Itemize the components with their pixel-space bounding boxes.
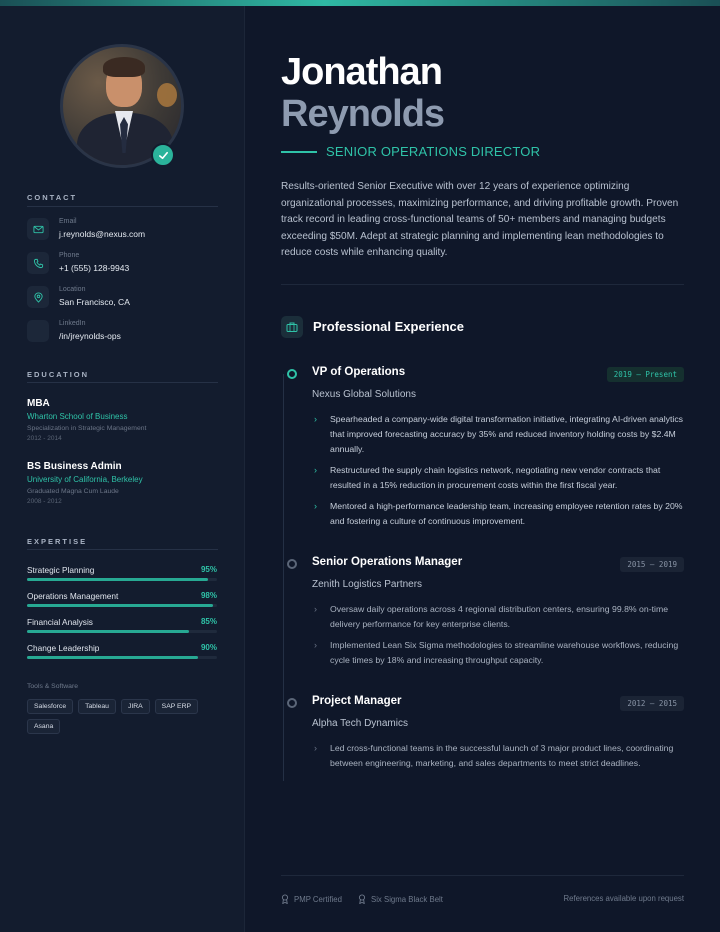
divider — [27, 206, 218, 207]
award-icon — [358, 894, 366, 904]
job-bullets — [312, 412, 684, 535]
tool-tag: Salesforce — [27, 699, 73, 714]
section-title-experience: Professional Experience — [313, 319, 465, 334]
tool-tags — [27, 699, 222, 734]
last-name: Reynolds — [281, 93, 445, 135]
chevron-right-icon: › — [314, 604, 317, 614]
chevron-right-icon: › — [314, 414, 317, 424]
skill-strategic-planning: Strategic Planning 95% — [27, 565, 217, 575]
phone-icon — [27, 252, 49, 274]
job-dates: 2019 – Present — [607, 367, 684, 382]
chevron-right-icon: › — [314, 500, 317, 511]
chevron-right-icon: › — [314, 640, 317, 651]
tools-label: Tools & Software — [27, 683, 78, 690]
cert-six-sigma: Six Sigma Black Belt — [358, 894, 443, 904]
degree: BS Business Admin — [27, 461, 122, 472]
school: University of California, Berkeley — [27, 475, 143, 484]
bullet-item: › Restructured the supply chain logistics network, negotiating new vendor contracts that resulted in a 15% reduction in procurement costs within the first fiscal year. — [314, 464, 661, 490]
first-name: Jonathan — [281, 51, 442, 93]
job-bullets — [312, 602, 684, 674]
timeline-dot — [287, 698, 297, 708]
contact-phone: Phone +1 (555) 128-9943 — [27, 252, 218, 276]
skill-operations-management: Operations Management 98% — [27, 591, 217, 601]
expertise-heading: EXPERTISE — [27, 537, 88, 546]
job-role-title: SENIOR OPERATIONS DIRECTOR — [326, 144, 541, 159]
award-icon — [281, 894, 289, 904]
bullet-item: › Oversaw daily operations across 4 regional distribution centers, ensuring 99.8% on-time delivery performance for key enterprise clients. — [314, 604, 669, 629]
footer — [281, 894, 684, 908]
mail-icon — [27, 218, 49, 240]
divider — [27, 382, 218, 383]
bullet-item: › Led cross-functional teams in the successful launch of 3 major product lines, coordinating between engineering, marketing, and sales departments to meet strict deadlines. — [314, 743, 674, 768]
school: Wharton School of Business — [27, 412, 128, 421]
degree-years: 2008 - 2012 — [27, 498, 62, 505]
job-title: VP of Operations — [312, 366, 406, 378]
job-bullets — [312, 741, 684, 777]
bullet-item: › Spearheaded a company-wide digital transformation initiative, integrating AI-driven analytics that improved forecasting accuracy by 35% and reduced inventory holding costs by $2.4M annually. — [314, 414, 684, 454]
tool-tag: Tableau — [78, 699, 116, 714]
job-company: Nexus Global Solutions — [312, 389, 416, 400]
job-dates: 2012 – 2015 — [620, 696, 684, 711]
job-title: Senior Operations Manager — [312, 556, 463, 568]
contact-linkedin: LinkedIn /in/jreynolds-ops — [27, 320, 218, 344]
job-title: Project Manager — [312, 695, 402, 707]
degree-detail: Specialization in Strategic Management — [27, 425, 147, 432]
job-company: Zenith Logistics Partners — [312, 579, 423, 590]
job-dates: 2015 – 2019 — [620, 557, 684, 572]
bullet-item: › Implemented Lean Six Sigma methodologies to streamline warehouse workflows, reducing cycle times by 18% and increasing throughput capacity. — [314, 640, 679, 665]
divider — [27, 549, 218, 550]
education-item-bs — [27, 461, 218, 505]
bullet-item: › Mentored a high-performance leadership team, increasing employee retention rates by 20% and fostering a culture of continuous improvement. — [314, 500, 683, 526]
degree-detail: Graduated Magna Cum Laude — [27, 488, 119, 495]
profile-summary: Results-oriented Senior Executive with over 12 years of experience optimizing organizational processes, maximizing performance, and driving profitable growth. Proven track record in leading cross-functional teams of 50+ members and managing budgets exceeding $50M. Adept at strategic planning and implementing lean methodologies to reduce costs while enhancing quality. — [281, 181, 679, 259]
tool-tag: SAP ERP — [155, 699, 198, 714]
timeline-dot — [287, 559, 297, 569]
location-icon — [27, 286, 49, 308]
job-company: Alpha Tech Dynamics — [312, 718, 408, 729]
divider — [281, 284, 684, 285]
chevron-right-icon: › — [314, 464, 317, 475]
references-note: References available upon request — [563, 894, 684, 903]
education-heading: EDUCATION — [27, 370, 90, 379]
skill-change-leadership: Change Leadership 90% — [27, 643, 217, 653]
sidebar — [0, 6, 245, 932]
tool-tag: JIRA — [121, 699, 150, 714]
chevron-right-icon: › — [314, 743, 317, 753]
education-item-mba — [27, 398, 218, 442]
briefcase-icon — [281, 316, 303, 338]
contact-location: Location San Francisco, CA — [27, 286, 218, 310]
timeline-dot — [287, 369, 297, 379]
main-content — [245, 6, 720, 932]
contact-email: Email j.reynolds@nexus.com — [27, 218, 218, 242]
cert-pmp: PMP Certified — [281, 894, 342, 904]
timeline-line — [283, 374, 284, 781]
degree-years: 2012 - 2014 — [27, 435, 62, 442]
degree: MBA — [27, 398, 50, 409]
verified-check-icon — [151, 143, 175, 167]
linkedin-icon — [27, 320, 49, 342]
tool-tag: Asana — [27, 719, 60, 734]
title-accent-line — [281, 151, 317, 153]
skill-financial-analysis: Financial Analysis 85% — [27, 617, 217, 627]
contact-heading: CONTACT — [27, 193, 78, 202]
divider — [281, 875, 684, 876]
